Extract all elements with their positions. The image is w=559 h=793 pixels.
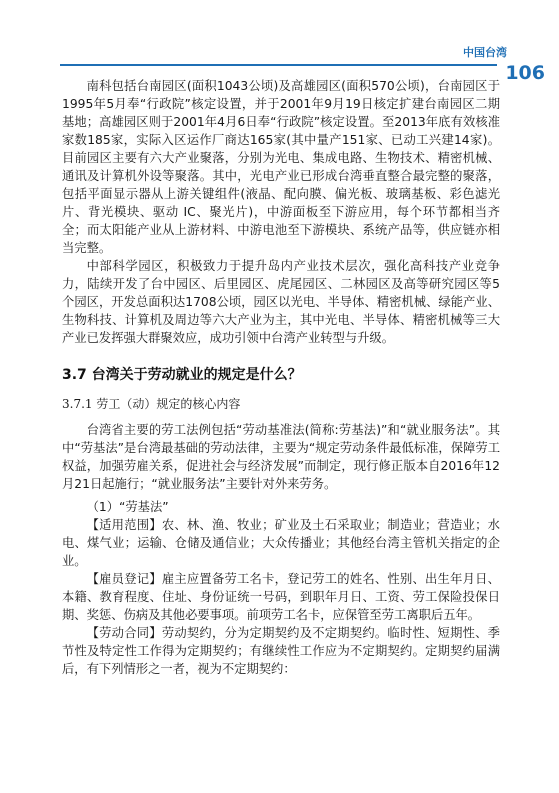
item-tag: 劳动合同 [99, 626, 150, 640]
page-number: 106 [505, 62, 545, 84]
item-text: 农、林、渔、牧业；矿业及土石采取业；制造业；营造业；水电、煤气业；运输、仓储及通信业；大众传播业；其他经台湾主管机关指定的企业。 [62, 518, 500, 568]
item-contract: 【劳动合同】劳动契约，分为定期契约及不定期契约。临时性、短期性、季节性及特定性工作得为定期契约；有继续性工作应为不定期契约。定期契约届满后，有下列情形之一者，视为不定期契约： [62, 626, 500, 676]
item-registration: 【雇员登记】雇主应置备劳工名卡，登记劳工的姓名、性别、出生年月日、本籍、教育程度、住址、身份证统一号码，到职年月日、工资、劳工保险投保日期、奖惩、伤病及其他必要事项。前项劳工名卡，应保管至劳工离职后五年。 [62, 572, 500, 622]
page-body [62, 77, 500, 678]
section-title: 3.7 台湾关于劳动就业的规定是什么？ [62, 367, 302, 383]
item-heading: （1）“劳基法” [86, 500, 169, 514]
header-rule [60, 64, 497, 66]
item-text: 雇主应置备劳工名卡，登记劳工的姓名、性别、出生年月日、本籍、教育程度、住址、身份证统一号码，到职年月日、工资、劳工保险投保日期、奖惩、伤病及其他必要事项。前项劳工名卡，应保管至劳工离职后五年。 [62, 572, 500, 622]
item-text: 劳动契约，分为定期契约及不定期契约。临时性、短期性、季节性及特定性工作得为定期契约；有继续性工作应为不定期契约。定期契约届满后，有下列情形之一者，视为不定期契约： [62, 626, 500, 676]
item-scope: 【适用范围】农、林、渔、牧业；矿业及土石采取业；制造业；营造业；水电、煤气业；运输、仓储及通信业；大众传播业；其他经台湾主管机关指定的企业。 [62, 518, 500, 568]
running-header-label: 中国台湾 [463, 46, 507, 59]
item-tag: 适用范围 [99, 518, 150, 532]
item-tag: 雇员登记 [99, 572, 150, 586]
paragraph-south-park: 南科包括台南园区(面积1043公顷)及高雄园区(面积570公顷)，台南园区于1995年5月奉“行政院”核定设置，并于2001年9月19日核定扩建台南园区二期基地；高雄园区则于2001年4月6日奉“行政院”核定设置。至2013年底有效核准家数185家，实际入区运作厂商达165家(其中量产151家、已动工兴建14家)。目前园区主要有六大产业聚落，分别为光电、集成电路、生物技术、精密机械、通讯及计算机外设等聚落。其中，光电产业已形成台湾垂直整合最完整的聚落，包括平面显示器从上游关键组件(液晶、配向膜、偏光板、玻璃基板、彩色滤光片、背光模块、驱动 IC、聚光片)，中游面板至下游应用，每个环节都相当齐全；而太阳能产业从上游材料、中游电池至下游模块、系统产品等，供应链亦相当完整。 [62, 79, 500, 255]
subsection-title: 3.7.1 劳工（动）规定的核心内容 [62, 397, 241, 411]
intro-paragraph: 台湾省主要的劳工法例包括“劳动基准法(简称:劳基法)”和“就业服务法”。其中“劳基法”是台湾最基础的劳动法律，主要为“规定劳动条件最低标准，保障劳工权益，加强劳雇关系，促进社会与经济发展”而制定，现行修正版本自2016年12月21日起施行；“就业服务法”主要针对外来劳务。 [62, 423, 500, 491]
paragraph-central-park: 中部科学园区，积极致力于提升岛内产业技术层次，强化高科技产业竞争力，陆续开发了台中园区、后里园区、虎尾园区、二林园区及高等研究园区等5个园区，开发总面积达1708公顷，园区以光电、半导体、精密机械、绿能产业、生物科技、计算机及周边等六大产业为主，其中光电、半导体、精密机械等三大产业已发挥强大群聚效应，成功引领中台湾产业转型与升级。 [62, 259, 500, 345]
